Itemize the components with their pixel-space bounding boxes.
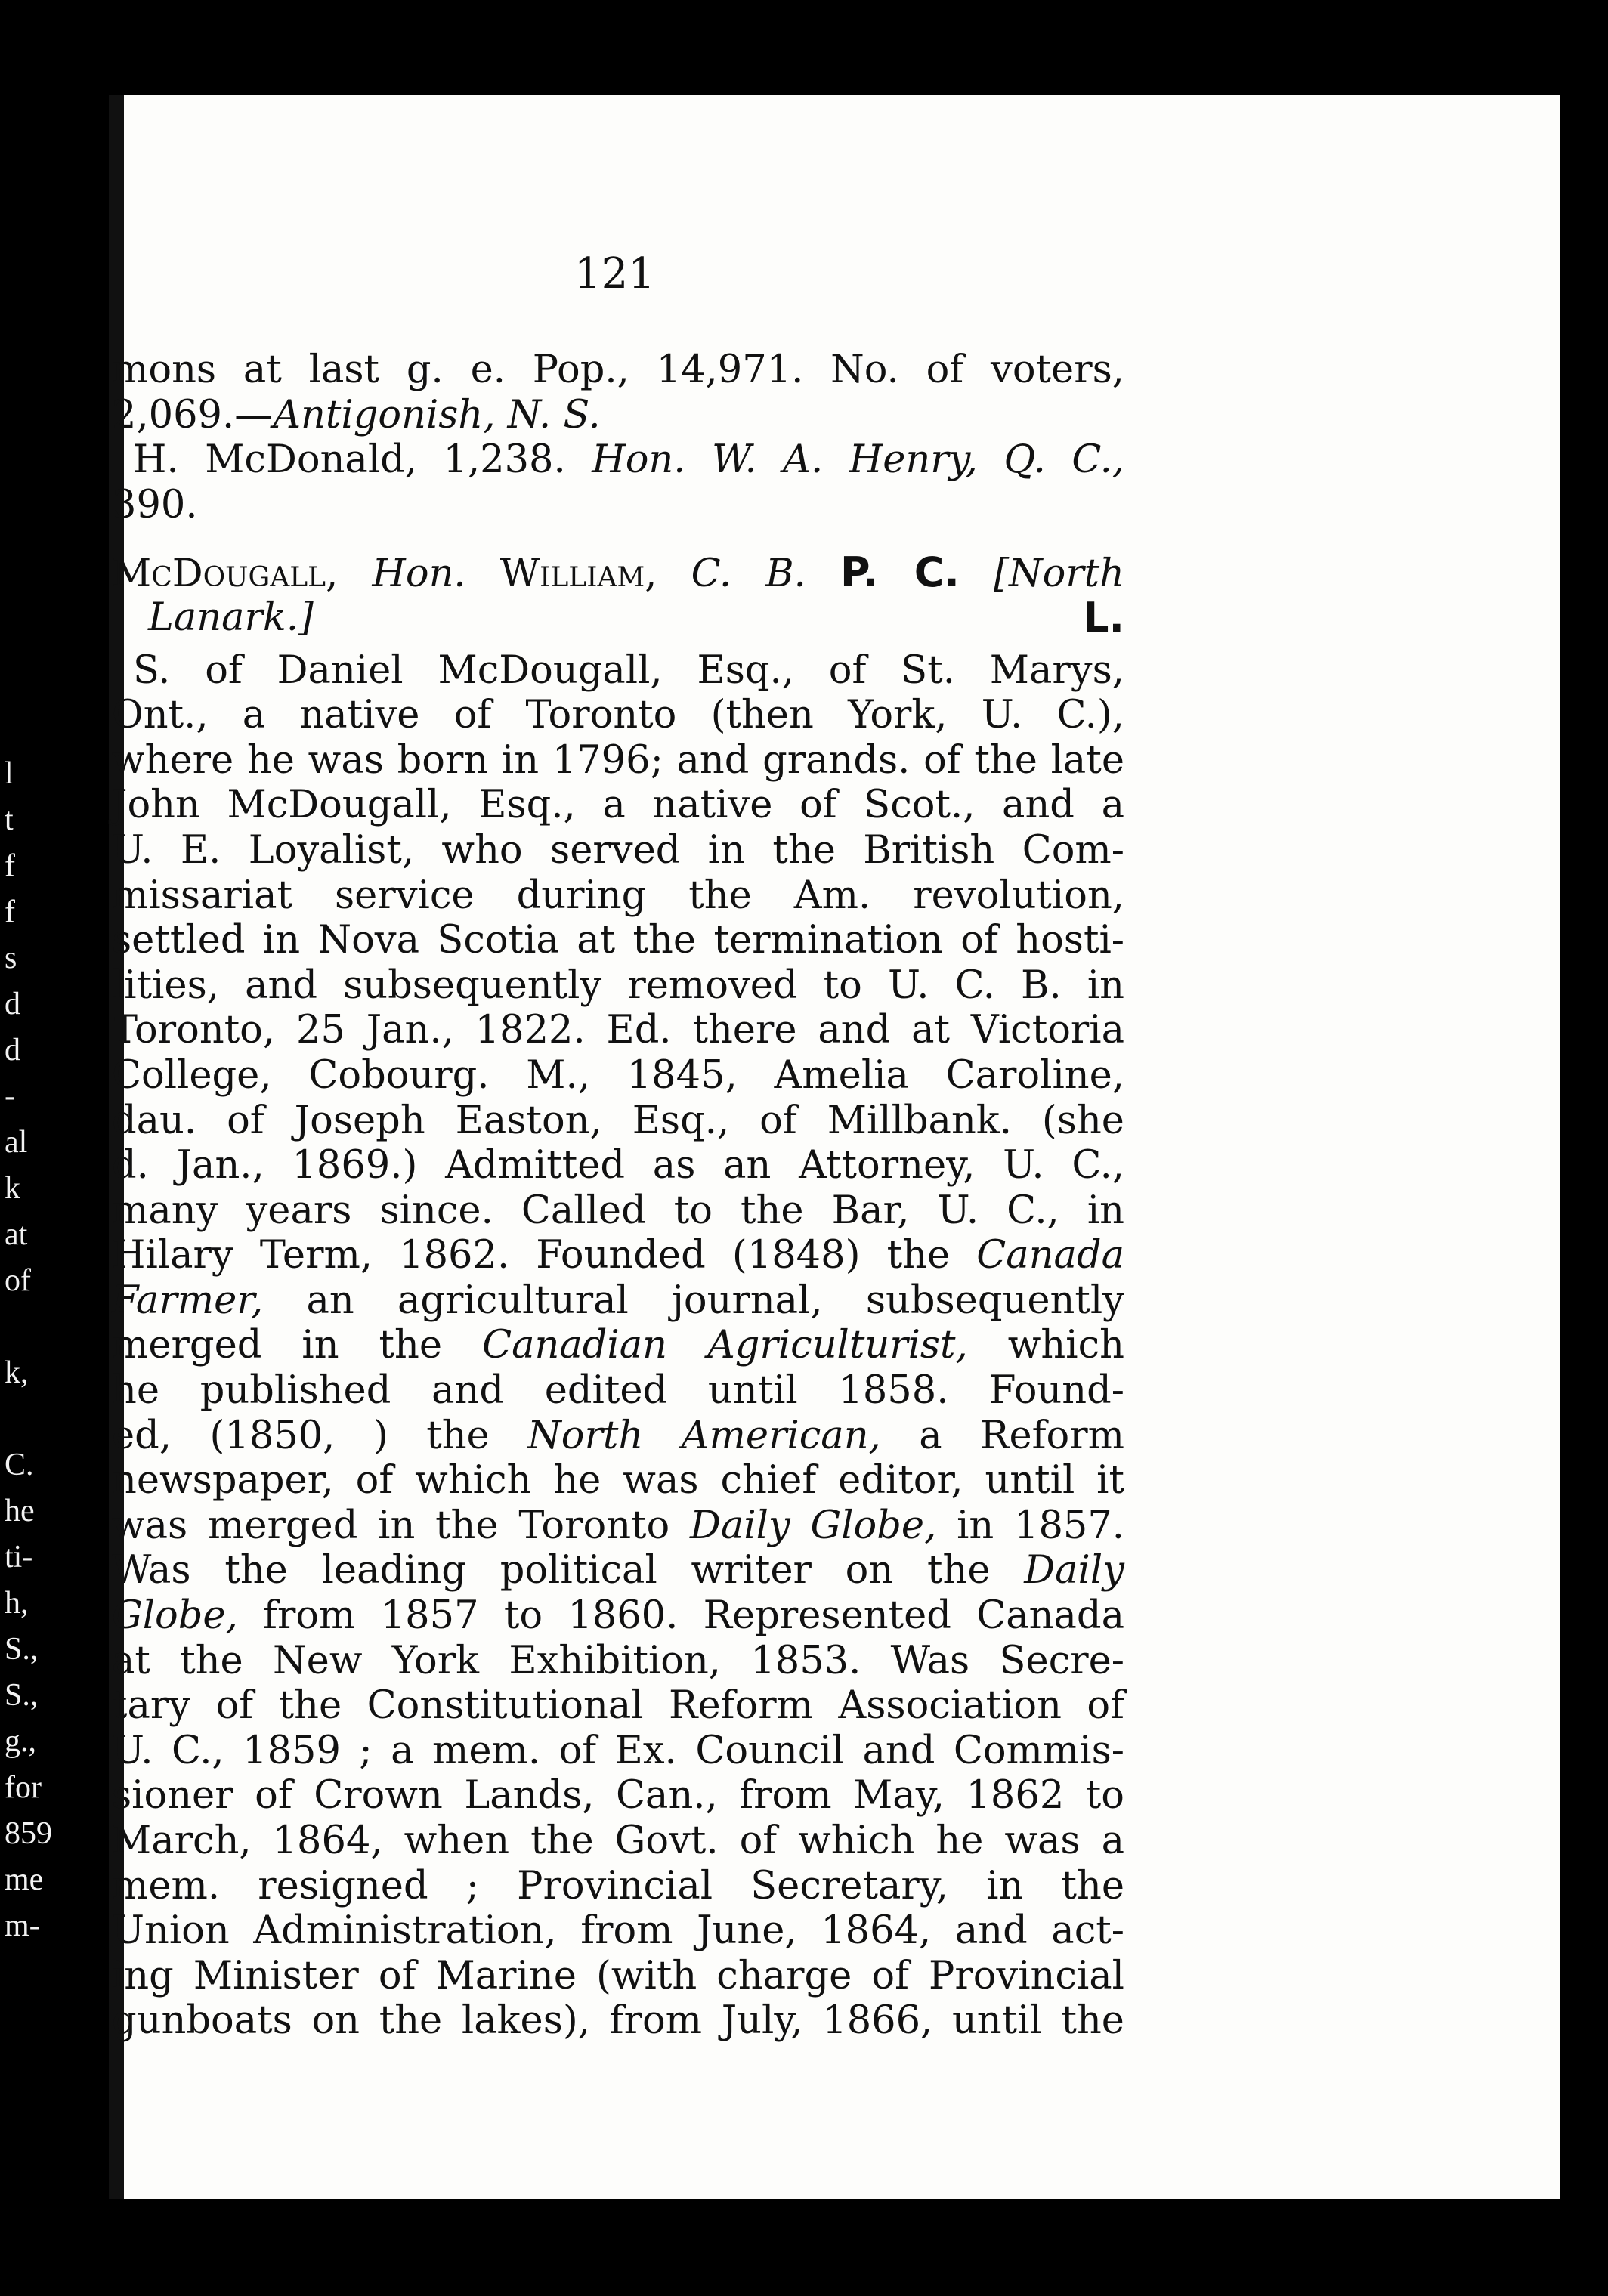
entry-heading — [112, 550, 1124, 595]
margin-fragment: me — [5, 1862, 44, 1897]
pc-title: P. C. — [840, 549, 960, 597]
text-line: mons at last g. e. Pop., 14,971. No. of voters, — [112, 348, 1124, 392]
body-line: S. of Daniel McDougall, Esq., of St. Marys, — [133, 647, 1124, 693]
body-line: newspaper, of which he was chief editor, until it — [112, 1458, 1124, 1503]
body-line: Globe, from 1857 to 1860. Represented Canada — [112, 1593, 1124, 1639]
text-line: H. McDonald, 1,238. Hon. W. A. Henry, Q. C., — [133, 437, 1124, 483]
body-line: dau. of Joseph Easton, Esq., of Millbank. (she — [112, 1098, 1124, 1143]
body-line: d. Jan., 1869.) Admitted as an Attorney, U. C., — [112, 1143, 1124, 1188]
biography-body — [112, 648, 1124, 2044]
body-line: many years since. Called to the Bar, U. C., in — [112, 1188, 1124, 1233]
paragraph-gap — [112, 527, 1124, 550]
body-line: sioner of Crown Lands, Can., from May, 1862 to — [112, 1773, 1124, 1819]
margin-fragment: f — [5, 848, 15, 883]
body-line: U. C., 1859 ; a mem. of Ex. Council and Commis- — [112, 1728, 1124, 1773]
paragraph-gap — [112, 641, 1124, 648]
margin-fragment: d — [5, 987, 20, 1021]
honorific: Hon. — [372, 552, 466, 597]
body-line: ing Minister of Marine (with charge of Provincial — [112, 1953, 1124, 1998]
text-line: 2,069.—Antigonish, N. S. — [112, 392, 601, 437]
margin-fragment: d — [5, 1033, 20, 1068]
cb-title: C. B. — [691, 552, 806, 597]
margin-fragment: al — [5, 1125, 28, 1160]
given-name: William, — [499, 552, 657, 597]
body-line: missariat service during the Am. revolution, — [112, 873, 1124, 918]
margin-fragment: k, — [5, 1355, 29, 1390]
margin-fragment: for — [5, 1770, 42, 1805]
margin-fragment: 859 — [5, 1816, 52, 1851]
margin-fragment: m- — [5, 1908, 40, 1943]
margin-fragment: t — [5, 802, 14, 837]
body-line: Union Administration, from June, 1864, and act- — [112, 1908, 1124, 1954]
body-line: at the New York Exhibition, 1853. Was Secre- — [112, 1638, 1124, 1683]
margin-fragment: of — [5, 1263, 31, 1298]
body-line: settled in Nova Scotia at the termination of hosti- — [112, 918, 1124, 963]
body-line: John McDougall, Esq., a native of Scot., and a — [112, 783, 1124, 828]
page-number: 121 — [574, 249, 655, 298]
body-line: Toronto, 25 Jan., 1822. Ed. there and at Victoria — [112, 1008, 1124, 1053]
body-line: Ont., a native of Toronto (then York, U. C.), — [112, 693, 1124, 738]
body-line: he published and edited until 1858. Found- — [112, 1368, 1124, 1414]
body-line: Farmer, an agricultural journal, subsequently — [112, 1278, 1124, 1323]
body-line: March, 1864, when the Govt. of which he was a — [112, 1819, 1124, 1863]
party-label: L. — [1083, 593, 1124, 641]
body-line: U. E. Loyalist, who served in the British Com- — [112, 827, 1124, 873]
body-line: mem. resigned ; Provincial Secretary, in the — [112, 1863, 1124, 1908]
body-line: lities, and subsequently removed to U. C. B. in — [112, 963, 1124, 1008]
entry-heading-2 — [112, 595, 1124, 641]
body-line: Was the leading political writer on the Daily — [112, 1548, 1124, 1593]
margin-fragment: at — [5, 1217, 28, 1252]
margin-fragment: ti- — [5, 1540, 33, 1574]
page-text — [112, 348, 1124, 2044]
margin-fragment: s — [5, 941, 17, 975]
text-line: 390. — [112, 482, 198, 527]
body-line: where he was born in 1796; and grands. of the late — [112, 737, 1124, 783]
margin-fragment: he — [5, 1494, 35, 1528]
riding-close: Lanark.] — [148, 595, 314, 640]
margin-fragment: C. — [5, 1448, 34, 1482]
body-line: merged in the Canadian Agriculturist, which — [112, 1323, 1124, 1368]
body-line: College, Cobourg. M., 1845, Amelia Caroline, — [112, 1052, 1124, 1098]
margin-fragment: S., — [5, 1678, 39, 1713]
body-line: Hilary Term, 1862. Founded (1848) the Canada — [112, 1233, 1124, 1278]
margin-fragment: f — [5, 895, 15, 929]
surname: McDougall, — [112, 552, 339, 597]
riding-open: [North — [994, 552, 1125, 597]
margin-fragment: k — [5, 1171, 20, 1206]
body-line: ed, (1850, ) the North American, a Reform — [112, 1413, 1124, 1458]
margin-fragment: S., — [5, 1632, 39, 1667]
body-line: tary of the Constitutional Reform Association of — [112, 1683, 1124, 1729]
margin-fragment: h, — [5, 1586, 29, 1621]
margin-fragment: g., — [5, 1724, 36, 1759]
body-line: was merged in the Toronto Daily Globe, in 1857. — [112, 1503, 1124, 1548]
margin-fragment: l — [5, 756, 14, 791]
body-line: gunboats on the lakes), from July, 1866, until the — [112, 1998, 1124, 2044]
margin-fragment: - — [5, 1079, 15, 1114]
